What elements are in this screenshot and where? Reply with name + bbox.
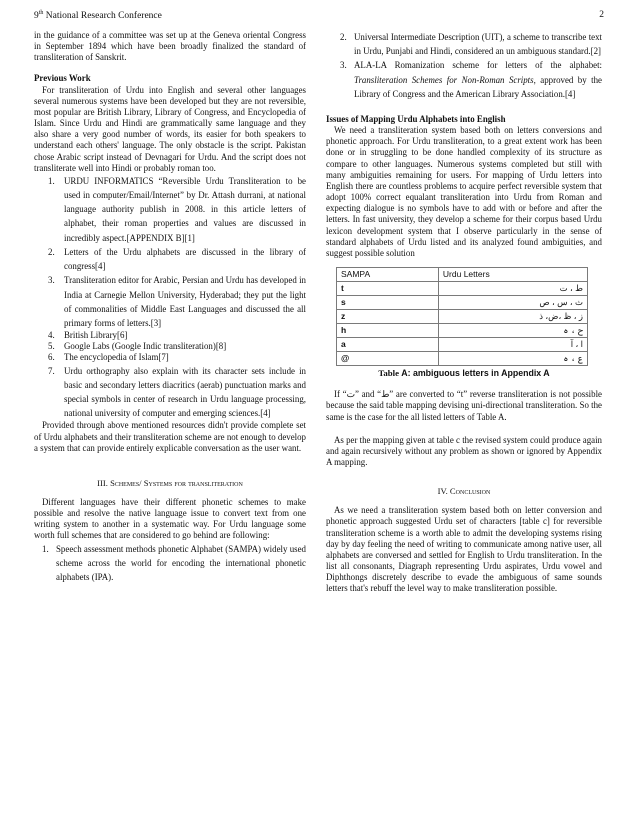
previous-work-heading: Previous Work [34,73,91,84]
table-row: h ح ، ہ [337,324,588,338]
list-item: 4. British Library[6] [48,330,128,341]
left-column [34,30,306,584]
list-item: 7. Urdu orthography also explain with its character sets include in basic and secondary letters diacritics (aerab) punctuation marks and special symbols in center of research in Urdu language processing, national university of computer and emerging sciences.[4] [48,365,306,419]
list-item: 6. The encyclopedia of Islam[7] [48,352,169,363]
previous-work-paragraph: For transliteration of Urdu into English and several other languages several numerous systems have been developed but they are not reversible, most popular are British Library, Library of Congress, and Encyclopedia of Islam. Since Urdu and Hindi are grammatically same language and they also share a very good number of words, its easier for both speakers to understand each others' language. The only obstacle is the script. Pakistan chose Arabic script instead of Devnagari for Urdu. And the script does not transliterate well into Hindi or probably roman too. [34,84,306,173]
page-header [34,10,604,24]
table-row: s ث ، س ، ص [337,296,588,310]
section-3-paragraph: Different languages have their different phonetic schemes to make possible and resolve the native language issue to convert text from one writing system to another in a systematic way. For Urdu language some worth full schemes that are considered to go behind are following: [34,497,306,541]
page-number: 2 [599,10,604,20]
table-row: t ط ، ت [337,282,588,296]
scheme-list-continued [326,30,602,101]
intro-paragraph: in the guidance of a committee was set up at the Geneva oriental Congress in September 1894 which have been broadly finalized the standard of transliteration of Sanskrit. [34,30,306,63]
previous-work-list [34,174,306,421]
scheme-list [34,542,306,585]
issues-heading: Issues of Mapping Urdu Alphabets into English [326,114,506,125]
section-3-heading: III. Schemes/ Systems for transliteration [97,477,243,488]
table-header-row [337,268,588,282]
list-item: 2. Letters of the Urdu alphabets are discussed in the library of congress[4] [48,246,306,272]
table-row: @ ع ، ہ [337,352,588,366]
list-item: 3. Transliteration editor for Arabic, Persian and Urdu has developed in India at Carnegie Mellon University, Hyderabad; they put the light of commonalities of Middle East Languages and discussed the all primary forms of letters.[3] [48,275,306,328]
list-item: 5. Google Labs (Google Indic transliteration)[8] [48,341,227,352]
mapping-paragraph: As per the mapping given at table c the revised system could produce again and again recursively without any problem as shown or ignored by Appendix A mapping. [326,434,602,467]
section-4-heading: IV. Conclusion [437,486,491,497]
conference-name: 9th National Research Conference [34,10,162,22]
table-row: z ز ، ظ ،ض، ذ [337,310,588,324]
issues-paragraph: We need a transliteration system based both on letters conversions and phonetic approach. For Urdu transliteration, to a great extent work has been done or in struggling to be done handled complexity of its structure as compare to other languages. Numerous systems completed but still with many ambiguities remaining for users. For mapping of Urdu letters into English there are countless problems to acquire perfect reversible system that adopt 100% correct equalant transliteration into Urdu from Roman and expecting dialogue is no symbols have to add with or before and after the letters. In fast university, they develop a scheme for their corpus based Urdu lexicon development system that I observe particularly in the sense of standard alphabets of Urdu listed and its analyzed found ambiguities, and suggest possible solution [326,125,602,258]
right-column [326,30,602,595]
ambiguous-letters-table [336,267,588,366]
table-header-sampa: SAMPA [337,268,439,282]
table-row: a ا ، آ [337,338,588,352]
list-item: 1. Speech assessment methods phonetic Alphabet (SAMPA) widely used scheme across the world for encoding the international phonetic alphabets (IPA). [42,543,306,583]
if-paragraph: If “ت” and “ط” are converted to “t” reverse transliteration is not possible because the said table mapping devising uni-directional transliteration. So the same is the case for the all listed letters of Table A. [326,389,602,422]
table-header-urdu: Urdu Letters [438,268,587,282]
list-item: 3. ALA-LA Romanization scheme for letters of the alphabet: Transliteration Schemes for Non-Roman Scripts, approved by the Library of Congress and the American Library Association.[4] [340,60,602,99]
after-list-paragraph: Provided through above mentioned resources didn't provide complete set of Urdu alphabets and their transliteration scheme are not enough to develop a system that can provide entirely explicable conversation as the user want. [34,420,306,453]
list-item: 1. URDU INFORMATICS “Reversible Urdu Transliteration to be used in computer/Email/Internet” by Dr. Attash durrani, at national language authority publish in 2008. in this article letters of alphabet, their roman properties and values are discussed in incredibly aspect.[APPENDIX B][1] [48,175,306,243]
list-item: 2. Universal Intermediate Description (UIT), a scheme to transcribe text in Urdu, Punjabi and Hindi, considered an un ambiguous standard.[2] [340,32,602,57]
table-caption: Table A: ambiguous letters in Appendix A [378,368,550,379]
conclusion-paragraph: As we need a transliteration system based both on letter conversion and phonetic approach suggested Urdu set of characters [table c] for reversible transliteration scheme is a worth able to admit the developing systems rising day by day feeling the need of writing to communicate among native user, all alphabets are conversed and settled for English to Urdu transliteration. In the list all consonants, Diagraph representing Urdu aspirates, Urdu vowel and Diphthongs discretely describe to evade the ambiguous of same sounds letters that's rebuff the level way to make transliteration possible. [326,505,602,594]
